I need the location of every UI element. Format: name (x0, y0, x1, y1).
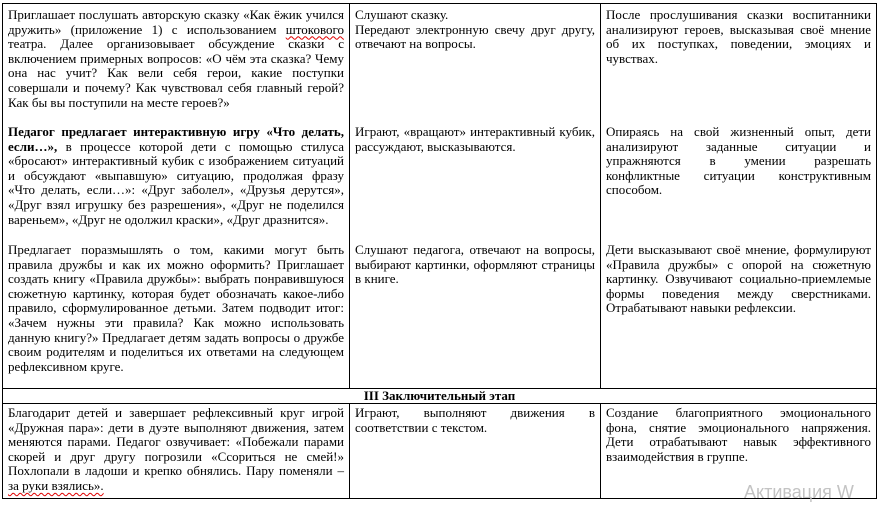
children-final-paragraph: Играют, выполняют движения в соответствии с текстом. (355, 405, 595, 435)
spellcheck-phrase: за руки взялись». (8, 477, 104, 493)
cell-teacher-final (3, 404, 350, 499)
cell-expected-outcomes (601, 4, 877, 389)
outcomes-paragraph-1: После прослушивания сказки воспитанники анализируют героев, высказывая своё мнение об их поступках, поведении, эмоциях и чувствах. (606, 7, 871, 66)
lesson-plan-table (2, 3, 877, 499)
children-paragraph-2: Играют, «вращают» интерактивный кубик, рассуждают, высказываются. (355, 124, 595, 154)
outcomes-paragraph-2: Опираясь на свой жизненный опыт, дети анализируют заданные ситуации и упражняются в умении разрешать конфликтные ситуации конструктивным способом. (606, 124, 871, 198)
teacher-p1-text-after: театра. Далее организовывает обсуждение сказки с включением примерных вопросов: «О чём эта сказка? Чему она нас учит? Как вели себя герои, какие поступки совершали и почему? Как чувствовал себя главный герой? Как бы вы поступили на месте героев?» (8, 36, 344, 110)
cell-outcomes-final (601, 404, 877, 499)
children-paragraph-1: Слушают сказку. (355, 7, 449, 22)
teacher-final-paragraph (8, 406, 344, 494)
spellcheck-word: штокового (285, 21, 344, 37)
children-paragraph-3: Слушают педагога, отвечают на вопросы, выбирают картинки, оформляют страницы в книге. (355, 242, 595, 287)
teacher-paragraph-1 (8, 8, 344, 110)
teacher-p1-text: Приглашает послушать авторскую сказку «Как ёжик учился дружить» (приложение 1) с использованием (8, 7, 344, 37)
children-paragraph-1b: Передают электронную свечу друг другу, отвечают на вопросы. (355, 21, 595, 52)
cell-children-final (350, 404, 601, 499)
teacher-p2-text: в процессе которой дети с помощью стилуса «бросают» интерактивный кубик с изображением ситуаций и обсуждают «выпавшую» ситуацию, продолжая фразу «Что делать, если…»: «Друг заболел», «Друзья дерутся», «Друг взял игрушку без разрешения», «Друг не поделился вареньем», «Друг не одолжил краски», «Друг дразнится». (8, 138, 344, 227)
table-row-main (3, 4, 877, 389)
outcomes-final-paragraph: Создание благоприятного эмоционального фона, снятие эмоционального напряжения. Дети отрабатывают навык эффективного взаимодействия в группе. (606, 405, 871, 464)
table-row-stage-header (3, 389, 877, 404)
teacher-paragraph-2 (8, 125, 344, 227)
teacher-paragraph-3: Предлагает поразмышлять о том, какими могут быть правила дружбы и как их можно оформить? Приглашает создать книгу «Правила дружбы»: выбрать понравившуюся сюжетную картинку, которая будет обозначать какое-либо правило, сформулированное детьми. Затем подводит итог: «Зачем нужны эти правила? Как можно использовать данную книгу?» Предлагает детям задать вопросы о дружбе своим родителям и поделиться их ответами на следующем рефлексивном круге. (8, 242, 344, 374)
cell-teacher-activity (3, 4, 350, 389)
teacher-p2-bold-lead: Педагог предлагает интерактивную игру «Что делать, если…», (8, 124, 344, 154)
stage-header-cell: III Заключительный этап (3, 389, 877, 404)
table-row-final (3, 404, 877, 499)
cell-children-activity (350, 4, 601, 389)
windows-activation-watermark: Активация W (744, 482, 854, 502)
outcomes-paragraph-3: Дети высказывают своё мнение, формулируют «Правила дружбы» с опорой на сюжетную картинку. Озвучивают социально-приемлемые формы поведения между сверстниками. Отрабатывают навыки рефлексии. (606, 242, 871, 316)
teacher-final-text: Благодарит детей и завершает рефлексивный круг игрой «Дружная пара»: дети в дуэте выполняют движения, затем меняются парами. Педагог озвучивает: «Побежали парами скорей и друг другу погрозили «Ссориться не смей!» Похлопали в ладоши и крепко обнялись. Пару поменяли – (8, 405, 344, 479)
